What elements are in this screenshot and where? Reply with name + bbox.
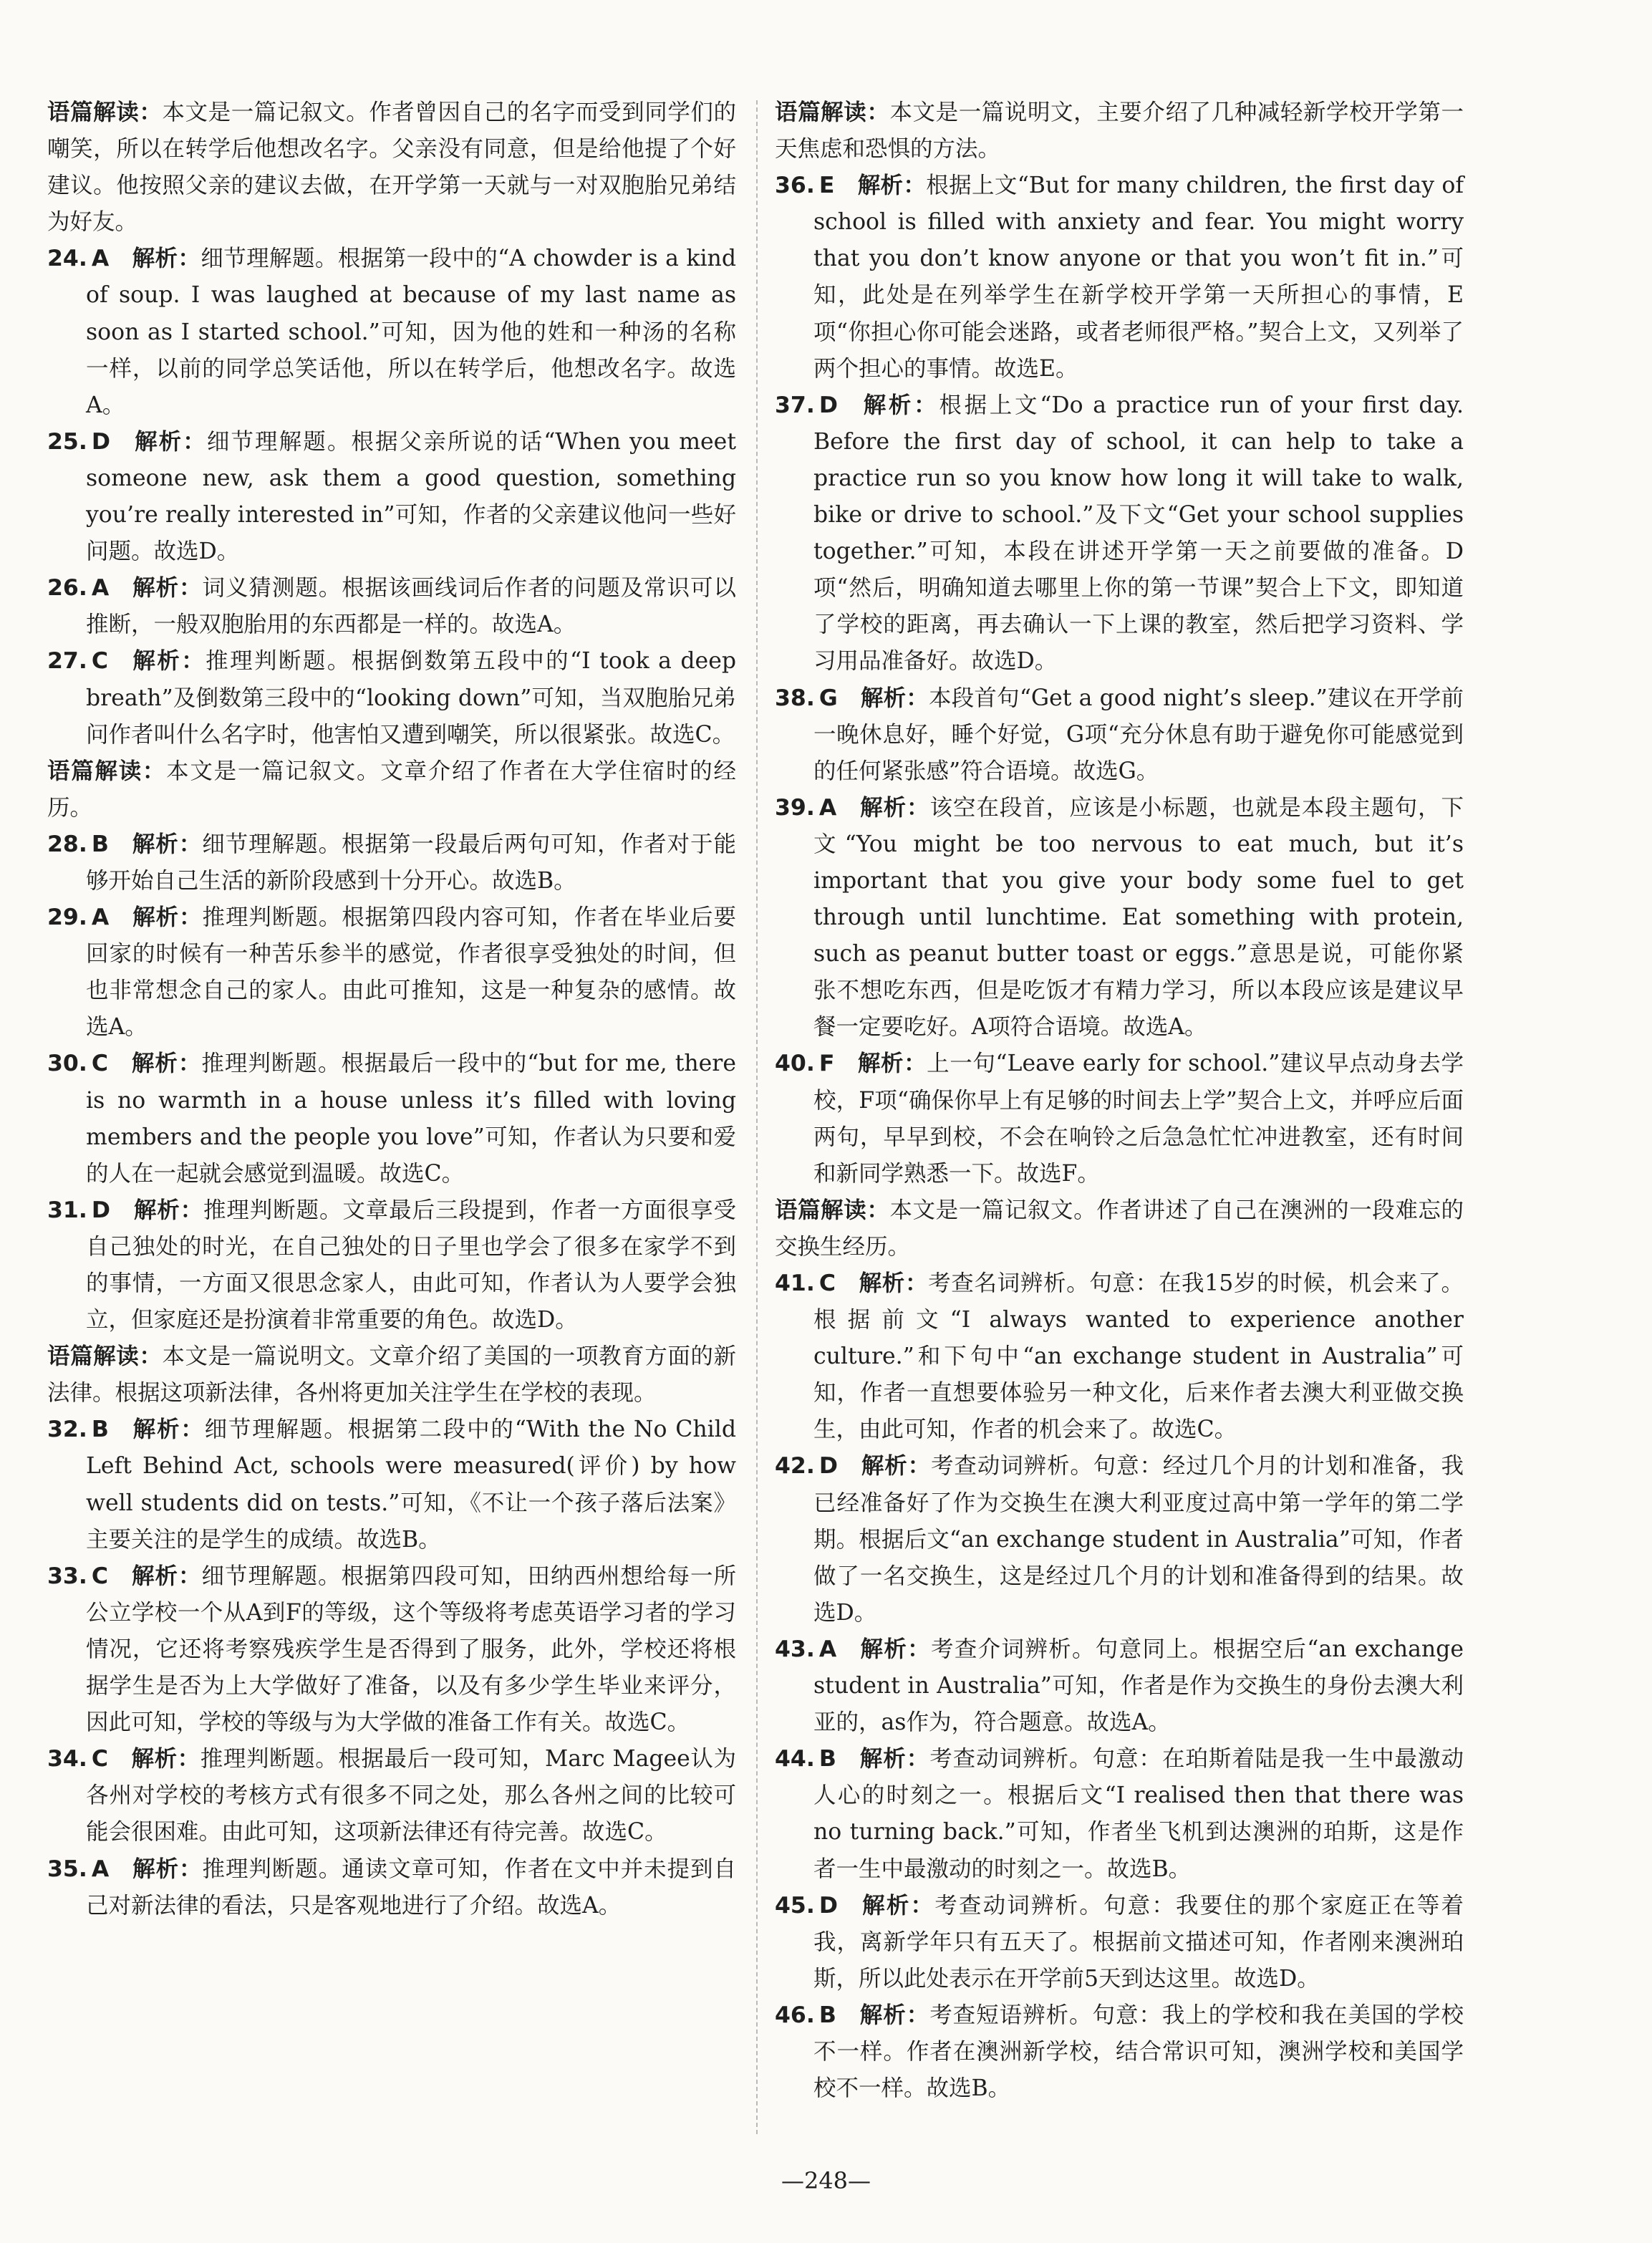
answer-entry	[47, 1558, 736, 1741]
answer-letter: C	[91, 1746, 108, 1772]
passage-summary	[775, 95, 1464, 168]
question-number: 41.	[775, 1270, 815, 1296]
answer-letter: B	[818, 2002, 836, 2028]
entry-text: 考查介词辨析。句意同上。根据空后“an exchange student in Australia”可知，作者是作为交换生的身份去澳大利亚的，as作为，符合题意。故选A。	[813, 1636, 1464, 1736]
analysis-label: 解析：	[131, 1417, 205, 1443]
answer-entry	[47, 1851, 736, 1924]
answer-letter: E	[818, 173, 835, 199]
analysis-label: 解析：	[130, 1746, 201, 1772]
answer-entry	[775, 1265, 1464, 1448]
right-column	[775, 95, 1464, 2107]
answer-letter: C	[91, 1563, 108, 1589]
question-number: 28.	[47, 831, 87, 857]
question-number: 45.	[775, 1892, 815, 1919]
answer-entry	[47, 1046, 736, 1192]
answer-letter: B	[91, 831, 109, 857]
entry-text: 细节理解题。根据第一段中的“A chowder is a kind of soup. I was laughed at because of my last name as soon as I started school.”可知，因为他的姓和一种汤的名称一样，以前的同学总笑话他，所以在转学后，他想改名字。故选A。	[86, 246, 736, 418]
column-divider	[756, 100, 758, 2134]
entry-text: 细节理解题。根据父亲所说的话“When you meet someone new, ask them a good question, something you’re really interested in”可知，作者的父亲建议他问一些好问题。故选D。	[86, 428, 736, 565]
answer-entry	[775, 1997, 1464, 2107]
analysis-label: 解析：	[132, 1197, 204, 1223]
entry-text: 根据上文“But for many children, the first day of school is filled with anxiety and fear. You might worry that you don’t know anyone or that you won’t fit in.”可知，此处是在列举学生在新学校开学第一天所担心的事情，E项“你担心你可能会迷路，或者老师很严格。”契合上文，又列举了两个担心的事情。故选E。	[813, 173, 1464, 382]
answer-letter: A	[91, 1856, 110, 1882]
entry-text: 本文是一篇说明文，主要介绍了几种减轻新学校开学第一天焦虑和恐惧的方法。	[775, 100, 1464, 163]
entry-text: 推理判断题。根据第四段内容可知，作者在毕业后要回家的时候有一种苦乐参半的感觉，作者很享受独处的时间，但也非常想念自己的家人。由此可推知，这是一种复杂的感情。故选A。	[86, 905, 736, 1041]
analysis-label: 解析：	[132, 905, 203, 931]
entry-text: 该空在段首，应该是小标题，也就是本段主题句，下文“You might be too nervous to eat much, but it’s important that you give your body some fuel to get through until lunchtime. Eat something with protein, such as peanut butter toast or eggs.”意思是说，可能你紧张不想吃东西，但是吃饭才有精力学习，所以本段应该是建议早餐一定要吃好。A项符合语境。故选A。	[813, 794, 1464, 1041]
answer-letter: A	[91, 575, 110, 602]
entry-text: 本文是一篇说明文。文章介绍了美国的一项教育方面的新法律。根据这项新法律，各州将更加关注学生在学校的表现。	[47, 1344, 736, 1407]
analysis-label: 解析：	[859, 2002, 930, 2028]
entry-text: 考查动词辨析。句意：在珀斯着陆是我一生中最激动人心的时刻之一。根据后文“I realised then that there was no turning back.”可知，作者坐飞机到达澳洲的珀斯，这是作者一生中最激动的时刻之一。故选B。	[813, 1746, 1464, 1882]
analysis-label: 解析：	[860, 392, 939, 418]
entry-text: 考查动词辨析。句意：我要住的那个家庭正在等着我，离新学年只有五天了。根据前文描述可知，作者刚来澳洲珀斯，所以此处表示在开学前5天到达这里。故选D。	[813, 1892, 1464, 1992]
summary-label: 语篇解读：	[47, 758, 167, 784]
entry-text: 本文是一篇记叙文。文章介绍了作者在大学住宿时的经历。	[47, 758, 736, 821]
answer-entry	[47, 424, 736, 570]
analysis-label: 解析：	[131, 831, 203, 857]
answer-entry	[47, 643, 736, 753]
answer-letter: D	[818, 392, 838, 418]
question-number: 39.	[775, 794, 815, 821]
answer-letter: A	[818, 794, 837, 821]
answer-letter: F	[818, 1051, 835, 1077]
answer-letter: B	[91, 1417, 109, 1443]
entry-text: 推理判断题。文章最后三段提到，作者一方面很享受自己独处的时光，在自己独处的日子里也学会了很多在家学不到的事情，一方面又很思念家人，由此可知，作者认为人要学会独立，但家庭还是扮演着非常重要的角色。故选D。	[86, 1197, 736, 1333]
analysis-label: 解析：	[857, 1051, 927, 1077]
answer-letter: A	[91, 246, 110, 272]
answer-letter: C	[91, 1051, 108, 1077]
entry-text: 细节理解题。根据第一段最后两句可知，作者对于能够开始自己生活的新阶段感到十分开心。故选B。	[86, 831, 736, 894]
question-number: 38.	[775, 685, 815, 711]
answer-entry	[47, 1412, 736, 1558]
question-number: 44.	[775, 1746, 815, 1772]
summary-label: 语篇解读：	[47, 1344, 163, 1370]
page-number: —248—	[781, 2167, 871, 2194]
analysis-label: 解析：	[860, 1453, 932, 1480]
analysis-label: 解析：	[132, 246, 201, 272]
answer-letter: G	[818, 685, 838, 711]
entry-text: 考查短语辨析。句意：我上的学校和我在美国的学校不一样。作者在澳洲新学校，结合常识可知，澳洲学校和美国学校不一样。故选B。	[813, 2002, 1464, 2102]
answer-entry	[775, 1888, 1464, 1997]
question-number: 42.	[775, 1453, 815, 1480]
answer-letter: D	[91, 1197, 110, 1223]
answer-letter: D	[818, 1453, 838, 1480]
analysis-label: 解析：	[130, 1051, 202, 1077]
question-number: 46.	[775, 2002, 815, 2028]
entry-text: 推理判断题。根据最后一段中的“but for me, there is no warmth in a house unless it’s filled with loving members and the people you love”可知，作者认为只要和爱的人在一起就会感觉到温暖。故选C。	[86, 1051, 736, 1187]
analysis-label: 解析：	[859, 1636, 932, 1662]
answer-letter: A	[818, 1636, 837, 1662]
entry-text: 考查名词辨析。句意：在我15岁的时候，机会来了。根据前文“I always wanted to experience another culture.”和下句中“an exchange student in Australia”可知，作者一直想要体验另一种文化，后来作者去澳大利亚做交换生，由此可知，作者的机会来了。故选C。	[813, 1270, 1464, 1443]
answer-letter: D	[91, 428, 110, 455]
summary-label: 语篇解读：	[775, 100, 890, 125]
passage-summary	[775, 1192, 1464, 1265]
entry-text: 推理判断题。通读文章可知，作者在文中并未提到自己对新法律的看法，只是客观地进行了介绍。故选A。	[86, 1856, 736, 1919]
answer-letter: A	[91, 905, 110, 931]
question-number: 43.	[775, 1636, 815, 1662]
answer-letter: C	[818, 1270, 836, 1296]
analysis-label: 解析：	[858, 1270, 929, 1296]
question-number: 26.	[47, 575, 87, 602]
answer-entry	[47, 1741, 736, 1851]
analysis-label: 解析：	[859, 794, 930, 821]
passage-summary	[47, 753, 736, 826]
answer-entry	[47, 1192, 736, 1338]
answer-letter: B	[818, 1746, 836, 1772]
summary-label: 语篇解读：	[775, 1197, 890, 1223]
summary-label: 语篇解读：	[47, 100, 163, 125]
entry-text: 细节理解题。根据第二段中的“With the No Child Left Behind Act, schools were measured(评价) by how well students did on tests.”可知，《不让一个孩子落后法案》主要关注的是学生的成绩。故选B。	[86, 1417, 736, 1553]
question-number: 36.	[775, 173, 815, 199]
question-number: 33.	[47, 1563, 87, 1589]
question-number: 35.	[47, 1856, 87, 1882]
answer-entry	[775, 1046, 1464, 1192]
question-number: 37.	[775, 392, 815, 418]
analysis-label: 解析：	[860, 1892, 935, 1919]
answer-letter: C	[91, 648, 108, 675]
answer-entry	[47, 899, 736, 1046]
question-number: 40.	[775, 1051, 815, 1077]
analysis-label: 解析：	[859, 1746, 930, 1772]
answer-letter: D	[818, 1892, 838, 1919]
entry-text: 根据上文“Do a practice run of your first day. Before the first day of school, it can help to take a practice run so you know how long it will take to walk, bike or drive to school.”及下文“Get your school supplies together.”可知，本段在讲述开学第一天之前要做的准备。D项“然后，明确知道去哪里上你的第一节课”契合上下文，即知道了学校的距离，再去确认一下上课的教室，然后把学习资料、学习用品准备好。故选D。	[813, 392, 1464, 675]
answer-entry	[47, 826, 736, 899]
entry-text: 词义猜测题。根据该画线词后作者的问题及常识可以推断，一般双胞胎用的东西都是一样的。故选A。	[86, 575, 736, 638]
question-number: 25.	[47, 428, 87, 455]
question-number: 30.	[47, 1051, 87, 1077]
answer-entry	[775, 1631, 1464, 1741]
answer-entry	[775, 168, 1464, 387]
answer-entry	[775, 387, 1464, 680]
answer-entry	[775, 1448, 1464, 1631]
answer-entry	[775, 790, 1464, 1046]
left-column	[47, 95, 736, 1924]
analysis-label: 解析：	[132, 1856, 203, 1882]
analysis-label: 解析：	[132, 428, 207, 455]
analysis-label: 解析：	[860, 685, 929, 711]
entry-text: 本段首句“Get a good night’s sleep.”建议在开学前一晚休息好，睡个好觉，G项“充分休息有助于避免你可能感觉到的任何紧张感”符合语境。故选G。	[813, 685, 1464, 784]
question-number: 34.	[47, 1746, 87, 1772]
entry-text: 细节理解题。根据第四段可知，田纳西州想给每一所公立学校一个从A到F的等级，这个等级将考虑英语学习者的学习情况，它还将考察残疾学生是否得到了服务，此外，学校还将根据学生是否为上大学做好了准备，以及有多少学生毕业来评分，因此可知，学校的等级与为大学做的准备工作有关。故选C。	[86, 1563, 736, 1736]
answer-entry	[775, 1741, 1464, 1887]
entry-text: 考查动词辨析。句意：经过几个月的计划和准备，我已经准备好了作为交换生在澳大利亚度过高中第一学年的第二学期。根据后文“an exchange student in Australia”可知，作者做了一名交换生，这是经过几个月的计划和准备得到的结果。故选D。	[813, 1453, 1464, 1626]
entry-text: 推理判断题。根据倒数第五段中的“I took a deep breath”及倒数第三段中的“looking down”可知，当双胞胎兄弟问作者叫什么名字时，他害怕又遭到嘲笑，所以很紧张。故选C。	[86, 648, 736, 748]
analysis-label: 解析：	[857, 173, 927, 199]
question-number: 27.	[47, 648, 87, 675]
question-number: 32.	[47, 1417, 87, 1443]
answer-entry	[775, 680, 1464, 790]
passage-summary	[47, 95, 736, 241]
answer-entry	[47, 241, 736, 423]
analysis-label: 解析：	[130, 1563, 202, 1589]
answer-entry	[47, 570, 736, 643]
entry-text: 本文是一篇记叙文。作者讲述了自己在澳洲的一段难忘的交换生经历。	[775, 1197, 1464, 1260]
question-number: 29.	[47, 905, 87, 931]
entry-text: 推理判断题。根据最后一段可知，Marc Magee认为各州对学校的考核方式有很多不同之处，那么各州之间的比较可能会很困难。由此可知，这项新法律还有待完善。故选C。	[86, 1746, 736, 1846]
question-number: 24.	[47, 246, 87, 272]
question-number: 31.	[47, 1197, 87, 1223]
passage-summary	[47, 1338, 736, 1412]
analysis-label: 解析：	[130, 648, 206, 675]
analysis-label: 解析：	[132, 575, 203, 602]
entry-text: 本文是一篇记叙文。作者曾因自己的名字而受到同学们的嘲笑，所以在转学后他想改名字。父亲没有同意，但是给他提了个好建议。他按照父亲的建议去做，在开学第一天就与一对双胞胎兄弟结为好友。	[47, 100, 736, 236]
entry-text: 上一句“Leave early for school.”建议早点动身去学校，F项“确保你早上有足够的时间去上学”契合上文，并呼应后面两句，早早到校，不会在响铃之后急急忙忙冲进教室，还有时间和新同学熟悉一下。故选F。	[813, 1051, 1464, 1187]
